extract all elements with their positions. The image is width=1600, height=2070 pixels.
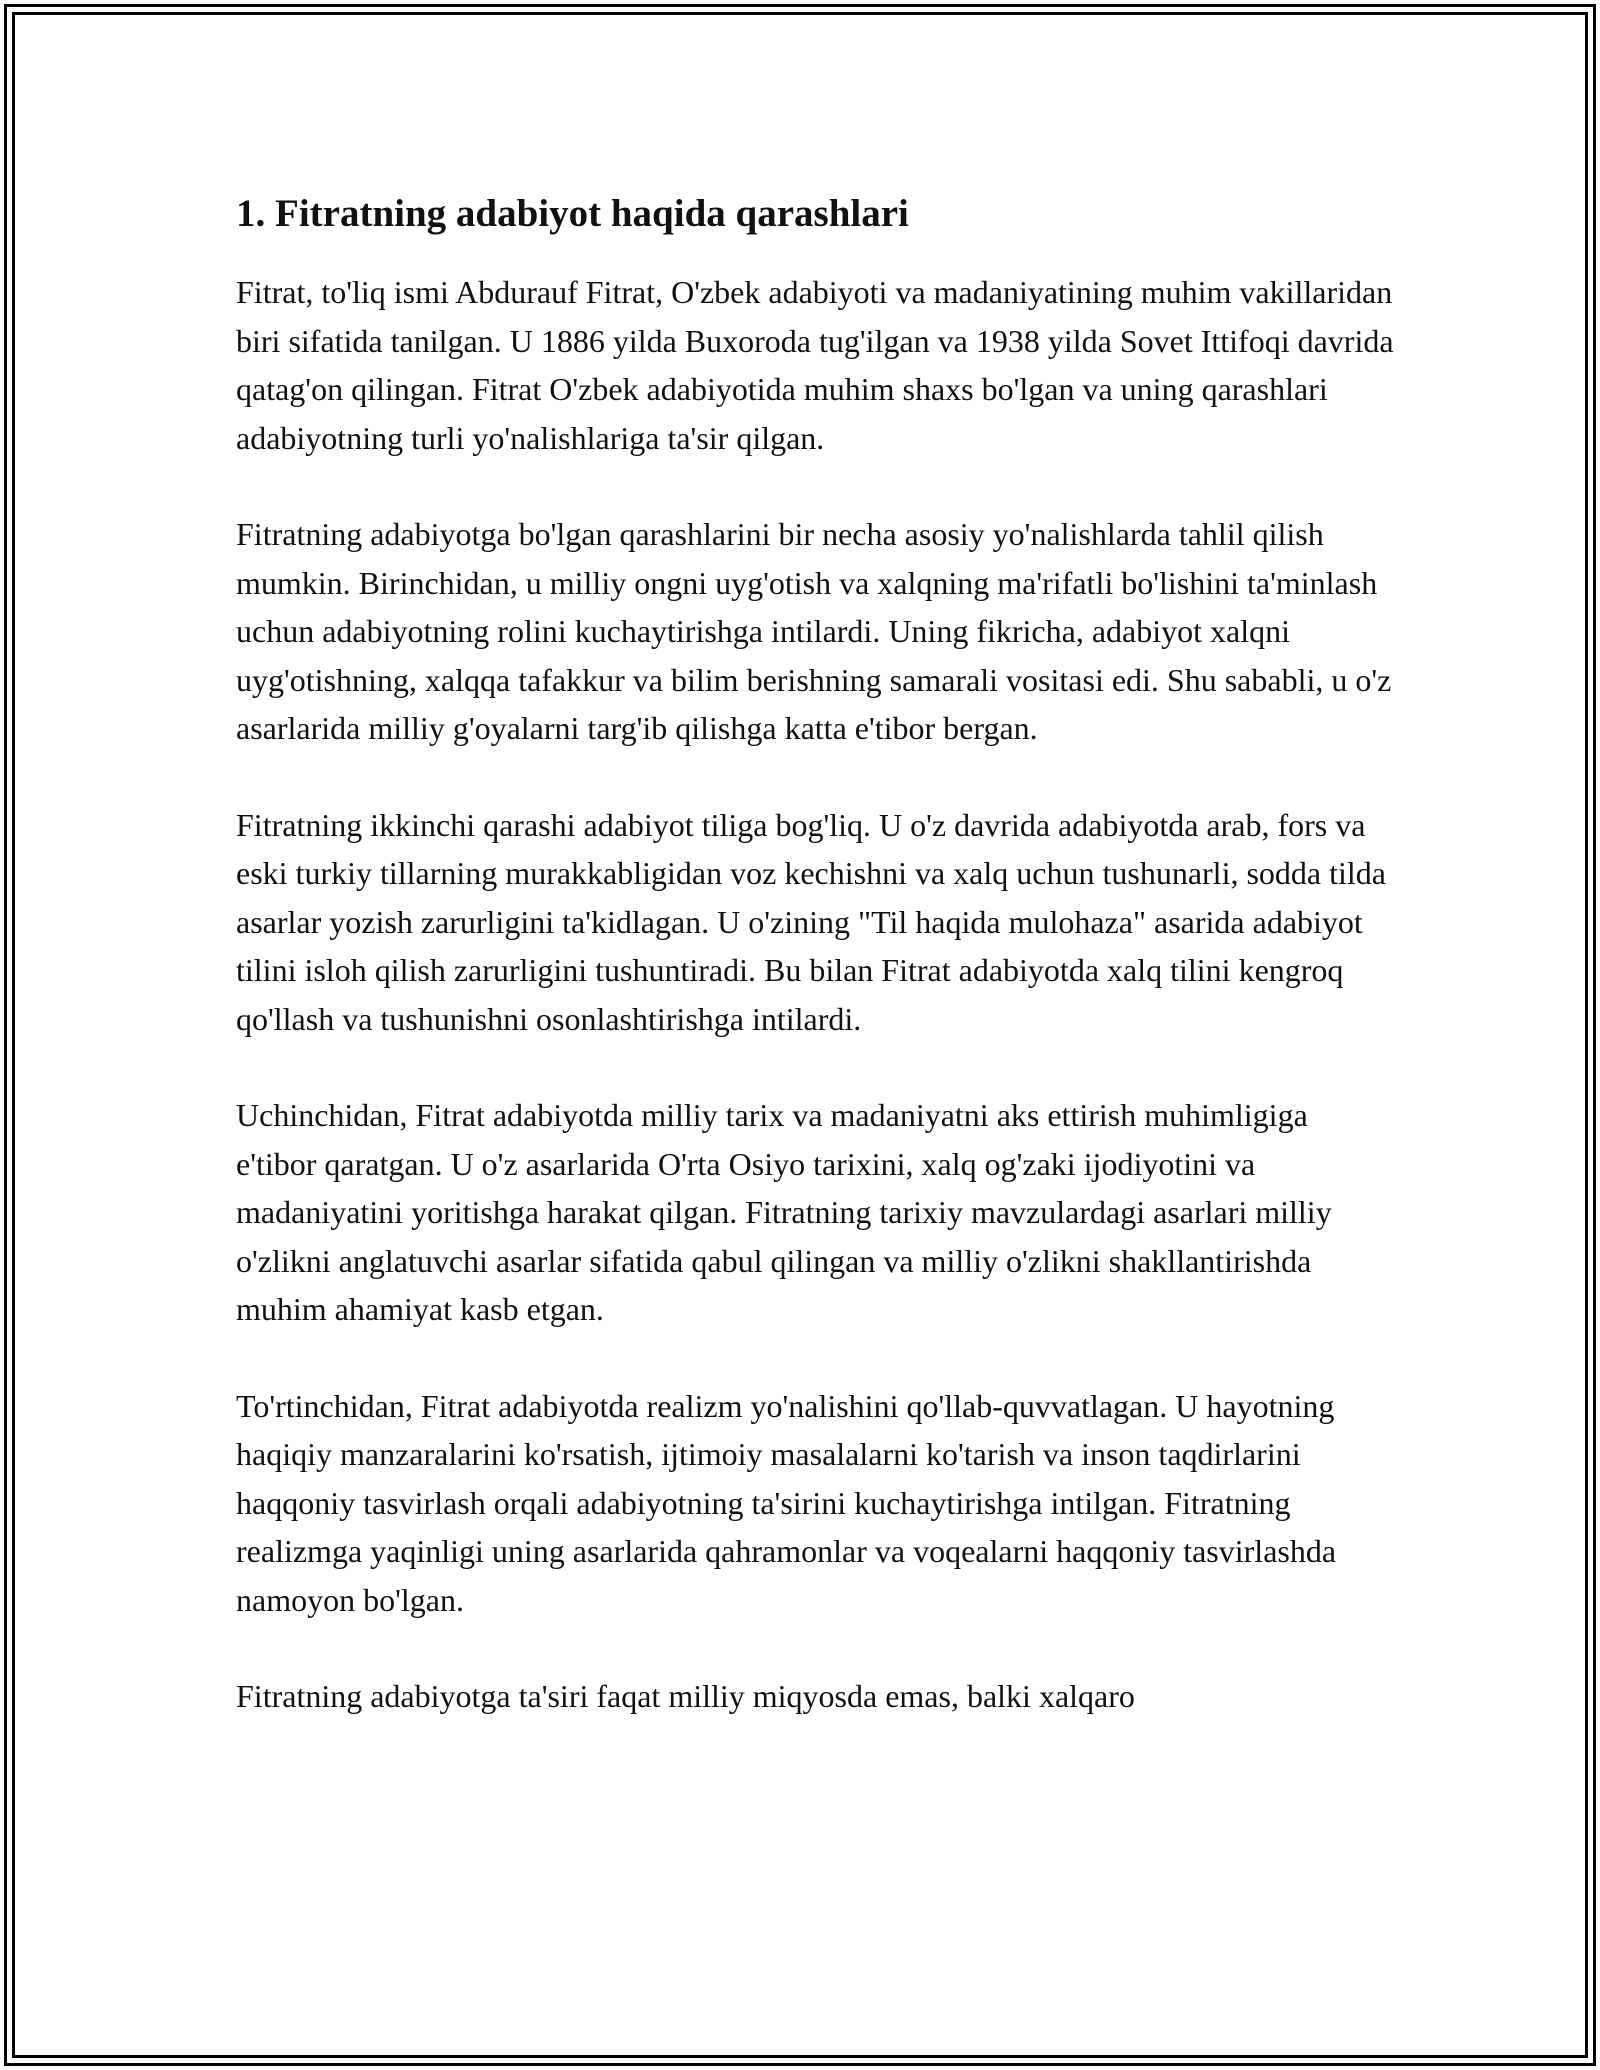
paragraph-3: Fitratning ikkinchi qarashi adabiyot tiliga bog'liq. U o'z davrida adabiyotda arab, fors va eski turkiy tillarning murakkabligidan voz kechishni va xalq uchun tushunarli, sodda tilda asarlar yozish zarurligini ta'kidlagan. U o'zining "Til haqida mulohaza" asarida adabiyot tilini isloh qilish zarurligini tushuntiradi. Bu bilan Fitrat adabiyotda xalq tilini kengroq qo'llash va tushunishni osonlashtirishga intilardi. — [236, 806, 1386, 1037]
paragraph-2: Fitratning adabiyotga bo'lgan qarashlarini bir necha asosiy yo'nalishlarda tahlil qilish mumkin. Birinchidan, u milliy ongni uyg'otish va xalqning ma'rifatli bo'lishini ta'minlash uchun adabiyotning rolini kuchaytirishga intilardi. Uning fikricha, adabiyot xalqni uyg'otishning, xalqqa tafakkur va bilim berishning samarali vositasi edi. Shu sababli, u o'z asarlarida milliy g'oyalarni targ'ib qilishga katta e'tibor bergan. — [236, 516, 1392, 746]
paragraph-4: Uchinchidan, Fitrat adabiyotda milliy tarix va madaniyatni aks ettirish muhimligiga e'tibor qaratgan. U o'z asarlarida O'rta Osiyo tarixini, xalq og'zaki ijodiyotini va madaniyatini yoritishga harakat qilgan. Fitratning tarixiy mavzulardagi asarlari milliy o'zlikni anglatuvchi asarlar sifatida qabul qilingan va milliy o'zlikni shakllantirishda muhim ahamiyat kasb etgan. — [236, 1097, 1332, 1327]
document-body — [236, 186, 1396, 1769]
section-heading: 1. Fitratning adabiyot haqida qarashlari — [236, 192, 909, 235]
paragraph-5: To'rtinchidan, Fitrat adabiyotda realizm yo'nalishini qo'llab-quvvatlagan. U hayotning haqiqiy manzaralarini ko'rsatish, ijtimoiy masalalarni ko'tarish va inson taqdirlarini haqqoniy tasvirlash orqali adabiyotning ta'sirini kuchaytirishga intilgan. Fitratning realizmga yaqinligi uning asarlarida qahramonlar va voqealarni haqqoniy tasvirlashda namoyon bo'lgan. — [236, 1387, 1337, 1618]
paragraph-6: Fitratning adabiyotga ta'siri faqat milliy miqyosda emas, balki xalqaro — [236, 1678, 1135, 1714]
paragraph-1: Fitrat, to'liq ismi Abdurauf Fitrat, O'zbek adabiyoti va madaniyatining muhim vakillaridan biri sifatida tanilgan. U 1886 yilda Buxoroda tug'ilgan va 1938 yilda Sovet Ittifoqi davrida qatag'on qilingan. Fitrat O'zbek adabiyotida muhim shaxs bo'lgan va uning qarashlari adabiyotning turli yo'nalishlariga ta'sir qilgan. — [236, 274, 1394, 456]
